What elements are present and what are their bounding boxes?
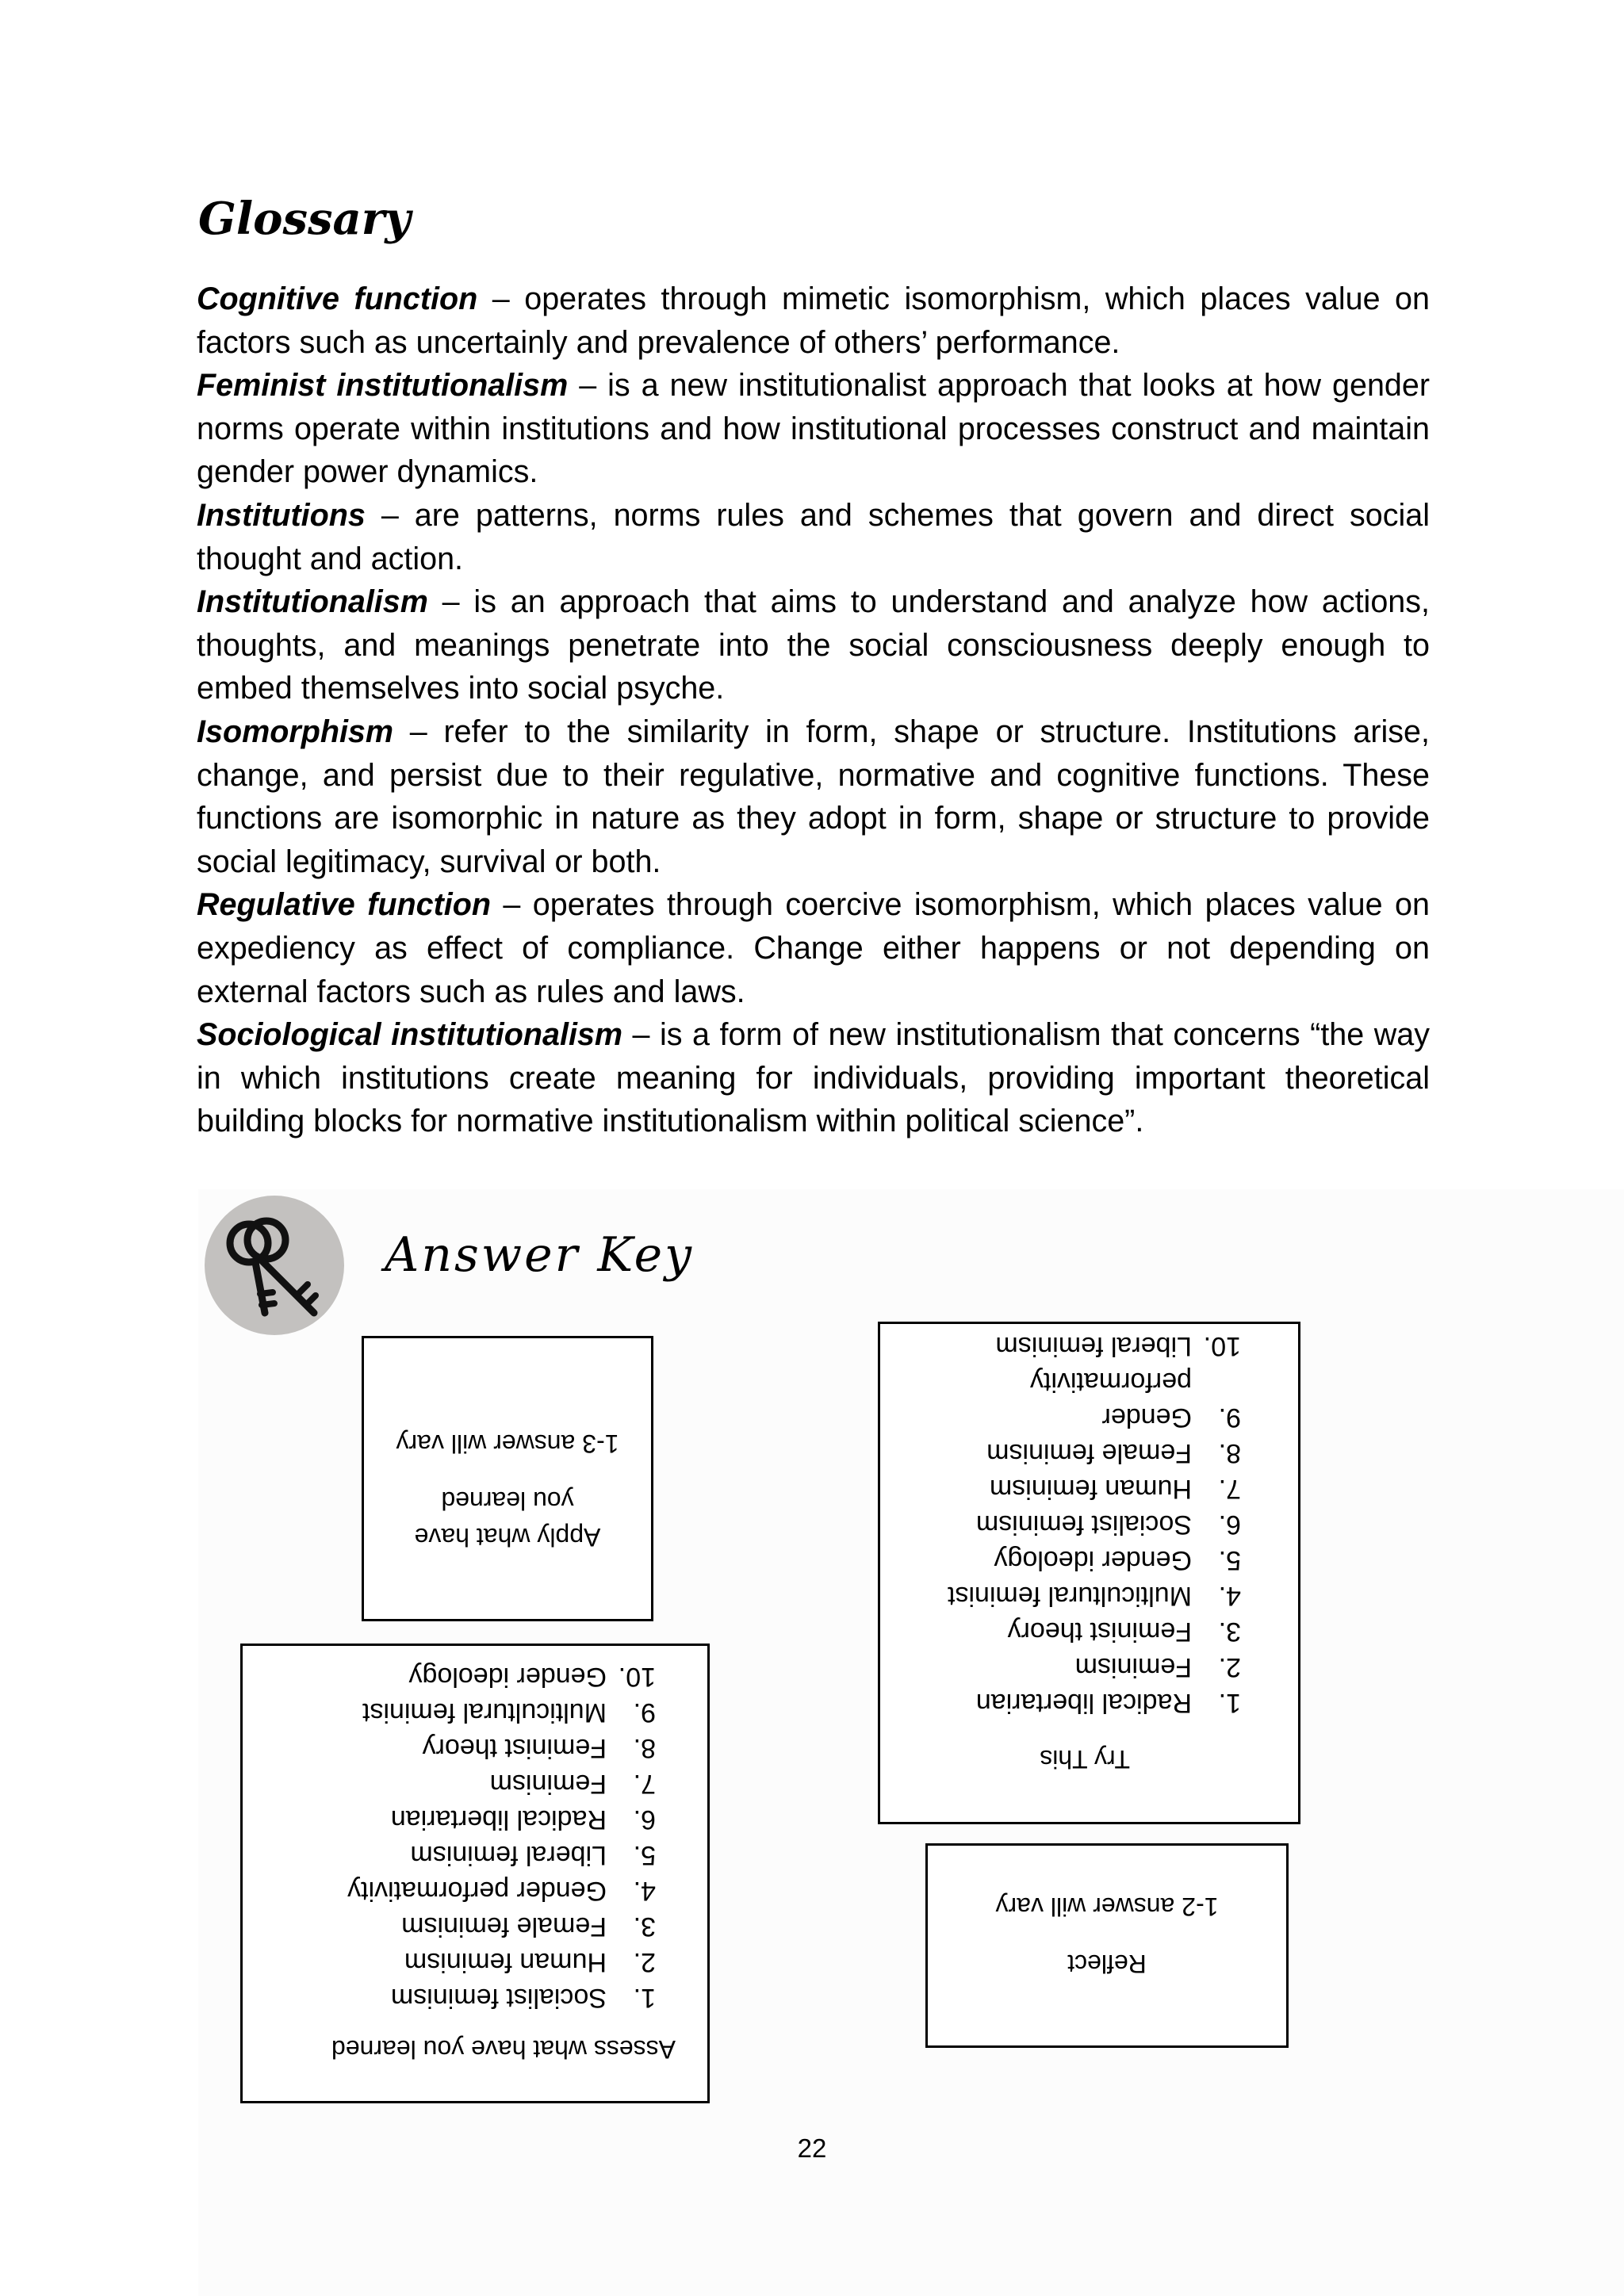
try-this-list	[948, 1328, 1241, 1720]
glossary-term: Institutions	[197, 497, 366, 533]
reflect-answer: 1-2 answer will vary	[995, 1892, 1219, 1921]
list-item: 2.Human feminism	[404, 1947, 656, 1977]
list-item: 5.Gender ideology	[994, 1545, 1241, 1575]
glossary-term: Cognitive function	[197, 281, 478, 316]
glossary-definition: – is an approach that aims to understand and analyze how actions, thoughts, and meanings penetrate into the social consciousness deeply enough to embed themselves into social psyche.	[197, 584, 1430, 706]
try-this-box	[878, 1322, 1300, 1824]
list-item: 4.Gender performativity	[347, 1876, 656, 1906]
glossary-definition: – is a new institutionalist approach that looks at how gender norms operate within institutions and how institutional processes construct and maintain gender power dynamics.	[197, 368, 1430, 490]
glossary-entry	[197, 364, 1430, 494]
reflect-box	[925, 1843, 1289, 2048]
assess-box	[240, 1644, 710, 2103]
glossary-entry	[197, 883, 1430, 1013]
list-item: 3.Feminist theory	[1007, 1617, 1241, 1647]
list-item: 1.Radical libertarian	[975, 1688, 1241, 1718]
apply-box	[362, 1336, 653, 1621]
list-item: 10.Liberal feminism	[995, 1331, 1241, 1361]
list-item: 2.Feminism	[1074, 1652, 1241, 1682]
list-item: 8.Female feminism	[986, 1438, 1241, 1468]
glossary-definition: – operates through coercive isomorphism, which places value on expediency as effect of compliance. Change either happens or not depending on external factors such as rules and laws.	[197, 887, 1430, 1009]
list-item: 9.Multicultural feminist	[362, 1697, 656, 1728]
list-item: 6.Socialist feminism	[975, 1510, 1241, 1540]
glossary-entry	[197, 1013, 1430, 1143]
glossary-entry	[197, 494, 1430, 580]
glossary-list	[197, 277, 1430, 1143]
glossary-term: Institutionalism	[197, 584, 428, 620]
glossary-title: Glossary	[198, 193, 411, 245]
list-item: 7.Human feminism	[989, 1474, 1241, 1504]
glossary-entry	[197, 277, 1430, 364]
glossary-definition: – operates through mimetic isomorphism, which places value on factors such as uncertainly and prevalence of others’ performance.	[197, 281, 1430, 360]
glossary-definition: – is a form of new institutionalism that concerns “the way in which institutions create meaning for individuals, providing important theoretical building blocks for normative institutionalism within political science”.	[197, 1017, 1430, 1139]
list-item: 9.Gender performativity	[1029, 1367, 1241, 1433]
page-number: 22	[797, 2133, 827, 2163]
glossary-entry	[197, 710, 1430, 883]
glossary-entry	[197, 580, 1430, 710]
glossary-definition: – are patterns, norms rules and schemes that govern and direct social thought and action.	[197, 497, 1430, 576]
glossary-term: Feminist institutionalism	[197, 368, 569, 404]
list-item: 6.Radical libertarian	[390, 1804, 656, 1835]
list-item: 8.Feminist theory	[422, 1733, 656, 1763]
apply-title-line1: Apply what have	[414, 1523, 601, 1552]
answer-key-title: Answer Key	[385, 1227, 694, 1283]
list-item: 5.Liberal feminism	[410, 1840, 656, 1870]
glossary-term: Regulative function	[197, 887, 491, 923]
list-item: 4.Multicultural feminist	[948, 1581, 1241, 1611]
glossary-term: Sociological institutionalism	[197, 1017, 623, 1053]
try-this-title: Try This	[1040, 1745, 1130, 1774]
assess-title: Assess what have you learned	[331, 2035, 676, 2064]
list-item: 7.Feminism	[489, 1769, 656, 1799]
apply-answer: 1-3 answer will vary	[396, 1429, 619, 1458]
reflect-title: Reflect	[1067, 1950, 1147, 1978]
list-item: 1.Socialist feminism	[390, 1983, 656, 2013]
glossary-definition: – refer to the similarity in form, shape or structure. Institutions arise, change, and persist due to their regulative, normative and cognitive functions. These functions are isomorphic in nature as they adopt in form, shape or structure to provide social legitimacy, survival or both.	[197, 714, 1430, 879]
list-item: 3.Female feminism	[401, 1911, 656, 1942]
assess-list	[331, 1659, 676, 2015]
glossary-term: Isomorphism	[197, 714, 394, 749]
list-item: 10.Gender ideology	[408, 1662, 656, 1692]
apply-title-line2: you learned	[441, 1487, 574, 1515]
keys-icon	[203, 1194, 346, 1337]
